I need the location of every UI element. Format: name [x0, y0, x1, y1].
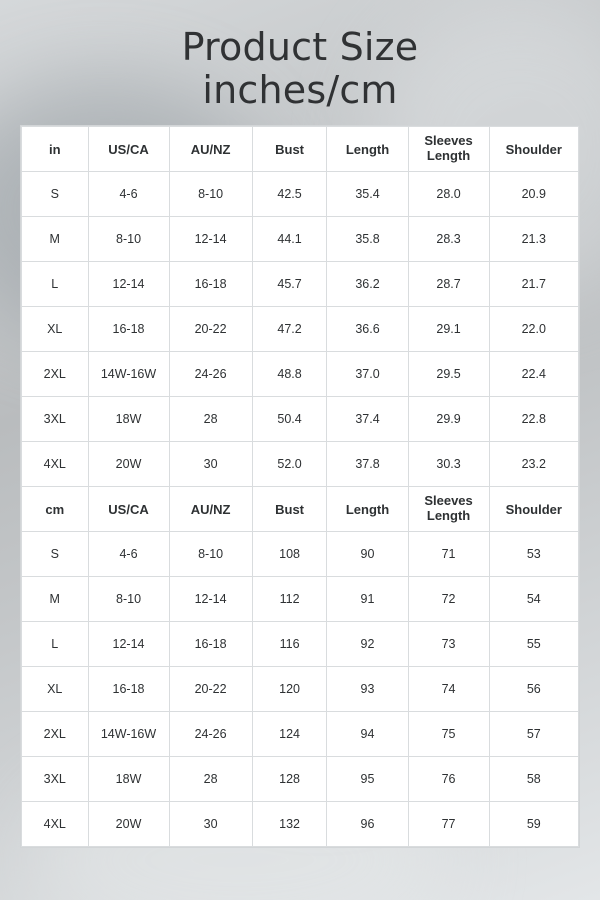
cell-bust: 52.0	[252, 442, 327, 487]
cell-au-nz: 8-10	[169, 532, 252, 577]
cell-us-ca: 20W	[88, 442, 169, 487]
table-row	[22, 397, 579, 442]
unit-header-cm: cm	[22, 487, 89, 532]
cell-bust: 132	[252, 802, 327, 847]
cell-sleeves: 75	[408, 712, 489, 757]
cell-length: 37.8	[327, 442, 408, 487]
cell-sleeves: 29.9	[408, 397, 489, 442]
column-header-au-nz: AU/NZ	[169, 487, 252, 532]
size-label: 4XL	[22, 442, 89, 487]
size-label: S	[22, 532, 89, 577]
cell-sleeves: 28.7	[408, 262, 489, 307]
cell-shoulder: 58	[489, 757, 578, 802]
column-header-shoulder: Shoulder	[489, 127, 578, 172]
cell-shoulder: 56	[489, 667, 578, 712]
column-header-us-ca: US/CA	[88, 487, 169, 532]
cell-bust: 112	[252, 577, 327, 622]
column-header-au-nz: AU/NZ	[169, 127, 252, 172]
size-label: L	[22, 262, 89, 307]
cell-shoulder: 20.9	[489, 172, 578, 217]
column-header-sleeves-length: Sleeves Length	[408, 487, 489, 532]
unit-header-inches: in	[22, 127, 89, 172]
page-title-line-2: inches/cm	[202, 67, 398, 112]
cell-au-nz: 20-22	[169, 667, 252, 712]
cell-au-nz: 12-14	[169, 217, 252, 262]
column-header-length: Length	[327, 487, 408, 532]
cell-bust: 120	[252, 667, 327, 712]
table-row	[22, 532, 579, 577]
column-header-sleeves-length: Sleeves Length	[408, 127, 489, 172]
cell-us-ca: 16-18	[88, 667, 169, 712]
cell-length: 92	[327, 622, 408, 667]
table-header-row-cm	[22, 487, 579, 532]
size-label: 3XL	[22, 757, 89, 802]
table-row	[22, 172, 579, 217]
size-table-container	[20, 125, 580, 848]
table-row	[22, 442, 579, 487]
size-label: 4XL	[22, 802, 89, 847]
cell-shoulder: 21.3	[489, 217, 578, 262]
page-title	[0, 0, 600, 111]
table-row	[22, 712, 579, 757]
cell-sleeves: 28.3	[408, 217, 489, 262]
cell-length: 37.4	[327, 397, 408, 442]
cell-sleeves: 76	[408, 757, 489, 802]
cell-length: 37.0	[327, 352, 408, 397]
cell-au-nz: 12-14	[169, 577, 252, 622]
cell-au-nz: 16-18	[169, 262, 252, 307]
table-row	[22, 262, 579, 307]
cell-shoulder: 22.8	[489, 397, 578, 442]
cell-sleeves: 30.3	[408, 442, 489, 487]
cell-au-nz: 16-18	[169, 622, 252, 667]
cell-us-ca: 18W	[88, 397, 169, 442]
cell-sleeves: 29.1	[408, 307, 489, 352]
cell-us-ca: 12-14	[88, 622, 169, 667]
column-header-bust: Bust	[252, 127, 327, 172]
cell-us-ca: 4-6	[88, 172, 169, 217]
table-header-row-inches	[22, 127, 579, 172]
cell-bust: 116	[252, 622, 327, 667]
cell-length: 35.8	[327, 217, 408, 262]
cell-au-nz: 30	[169, 442, 252, 487]
cell-us-ca: 14W-16W	[88, 352, 169, 397]
cell-shoulder: 21.7	[489, 262, 578, 307]
cell-bust: 128	[252, 757, 327, 802]
size-label: XL	[22, 307, 89, 352]
cell-shoulder: 59	[489, 802, 578, 847]
page-title-line-1: Product Size	[181, 25, 419, 69]
cell-au-nz: 28	[169, 397, 252, 442]
cell-length: 96	[327, 802, 408, 847]
table-row	[22, 577, 579, 622]
cell-bust: 45.7	[252, 262, 327, 307]
cell-bust: 44.1	[252, 217, 327, 262]
table-row	[22, 307, 579, 352]
cell-us-ca: 14W-16W	[88, 712, 169, 757]
cell-sleeves: 72	[408, 577, 489, 622]
cell-length: 90	[327, 532, 408, 577]
table-row	[22, 217, 579, 262]
cell-bust: 108	[252, 532, 327, 577]
size-label: 2XL	[22, 712, 89, 757]
cell-us-ca: 4-6	[88, 532, 169, 577]
size-label: S	[22, 172, 89, 217]
column-header-us-ca: US/CA	[88, 127, 169, 172]
size-label: XL	[22, 667, 89, 712]
cell-sleeves: 71	[408, 532, 489, 577]
table-row	[22, 622, 579, 667]
cell-us-ca: 20W	[88, 802, 169, 847]
cell-length: 95	[327, 757, 408, 802]
cell-length: 94	[327, 712, 408, 757]
cell-bust: 50.4	[252, 397, 327, 442]
cell-us-ca: 18W	[88, 757, 169, 802]
cell-au-nz: 24-26	[169, 352, 252, 397]
column-header-length: Length	[327, 127, 408, 172]
cell-shoulder: 22.0	[489, 307, 578, 352]
cell-au-nz: 30	[169, 802, 252, 847]
cell-shoulder: 23.2	[489, 442, 578, 487]
cell-shoulder: 22.4	[489, 352, 578, 397]
table-row	[22, 667, 579, 712]
cell-length: 91	[327, 577, 408, 622]
size-label: M	[22, 577, 89, 622]
column-header-bust: Bust	[252, 487, 327, 532]
table-row	[22, 352, 579, 397]
cell-sleeves: 77	[408, 802, 489, 847]
size-table-body	[22, 127, 579, 847]
cell-length: 36.2	[327, 262, 408, 307]
table-row	[22, 757, 579, 802]
cell-length: 93	[327, 667, 408, 712]
cell-length: 36.6	[327, 307, 408, 352]
cell-sleeves: 74	[408, 667, 489, 712]
size-label: 2XL	[22, 352, 89, 397]
cell-sleeves: 28.0	[408, 172, 489, 217]
cell-us-ca: 12-14	[88, 262, 169, 307]
cell-length: 35.4	[327, 172, 408, 217]
size-label: M	[22, 217, 89, 262]
cell-sleeves: 29.5	[408, 352, 489, 397]
cell-bust: 48.8	[252, 352, 327, 397]
cell-bust: 42.5	[252, 172, 327, 217]
column-header-shoulder: Shoulder	[489, 487, 578, 532]
cell-shoulder: 54	[489, 577, 578, 622]
cell-shoulder: 53	[489, 532, 578, 577]
cell-us-ca: 16-18	[88, 307, 169, 352]
cell-bust: 124	[252, 712, 327, 757]
cell-us-ca: 8-10	[88, 577, 169, 622]
cell-au-nz: 20-22	[169, 307, 252, 352]
cell-us-ca: 8-10	[88, 217, 169, 262]
size-label: 3XL	[22, 397, 89, 442]
cell-au-nz: 28	[169, 757, 252, 802]
cell-shoulder: 57	[489, 712, 578, 757]
cell-sleeves: 73	[408, 622, 489, 667]
cell-au-nz: 8-10	[169, 172, 252, 217]
size-table	[21, 126, 579, 847]
cell-au-nz: 24-26	[169, 712, 252, 757]
cell-bust: 47.2	[252, 307, 327, 352]
size-label: L	[22, 622, 89, 667]
cell-shoulder: 55	[489, 622, 578, 667]
table-row	[22, 802, 579, 847]
